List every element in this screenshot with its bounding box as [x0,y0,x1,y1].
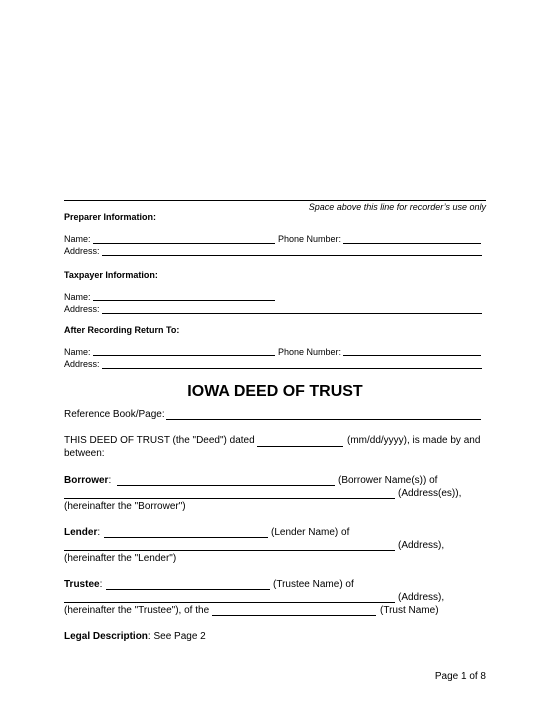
trustee-name-suffix: (Trustee Name) of [273,579,354,590]
borrower-address-suffix: (Address(es)), [398,488,462,499]
deed-date-field[interactable] [257,446,343,447]
document-title: IOWA DEED OF TRUST [187,383,363,400]
legal-label: Legal Description [64,631,148,642]
preparer-phone-label: Phone Number: [278,234,342,244]
preparer-address-field[interactable] [102,255,482,256]
taxpayer-address-field[interactable] [102,313,482,314]
preparer-address-label: Address: [64,246,100,256]
lender-label-row [64,527,100,538]
borrower-colon: : [108,475,112,486]
lender-address-field[interactable] [64,550,395,551]
trustee-colon: : [99,579,103,590]
return-phone-field[interactable] [343,355,481,356]
trustee-name-field[interactable] [106,589,270,590]
borrower-name-field[interactable] [117,485,335,486]
taxpayer-name-field[interactable] [93,300,275,301]
trustee-label-row [64,579,102,590]
trust-name-suffix: (Trust Name) [380,605,439,616]
preparer-phone-field[interactable] [343,243,481,244]
return-heading: After Recording Return To: [64,325,180,335]
return-phone-label: Phone Number: [278,347,342,357]
preparer-heading: Preparer Information: [64,212,157,222]
intro-between: between: [64,448,105,459]
intro-pre: THIS DEED OF TRUST (the "Deed") dated [64,435,255,446]
trustee-label: Trustee [64,579,100,590]
trust-name-field[interactable] [212,615,376,616]
return-address-field[interactable] [102,368,482,369]
return-name-label: Name: [64,347,91,357]
taxpayer-name-label: Name: [64,292,91,302]
taxpayer-address-label: Address: [64,304,100,314]
lender-name-suffix: (Lender Name) of [271,527,350,538]
lender-label: Lender [64,527,98,538]
lender-address-suffix: (Address), [398,540,445,551]
recorder-note: Space above this line for recorder’s use only [308,202,486,212]
legal-value: : See Page 2 [147,631,206,642]
trustee-address-field[interactable] [64,602,395,603]
preparer-name-field[interactable] [93,243,275,244]
preparer-name-label: Name: [64,234,91,244]
reference-field[interactable] [166,419,481,420]
borrower-label-row [64,475,111,486]
borrower-address-field[interactable] [64,498,395,499]
lender-name-field[interactable] [104,537,268,538]
recorder-divider [64,200,486,201]
trustee-address-suffix: (Address), [398,592,445,603]
taxpayer-heading: Taxpayer Information: [64,270,158,280]
page-number: Page 1 of 8 [434,671,486,682]
return-address-label: Address: [64,359,100,369]
reference-label: Reference Book/Page: [64,409,165,420]
return-name-field[interactable] [93,355,275,356]
borrower-name-suffix: (Borrower Name(s)) of [338,475,438,486]
lender-colon: : [97,527,101,538]
trustee-hereinafter: (hereinafter the "Trustee"), of the [64,605,210,616]
lender-hereinafter: (hereinafter the "Lender") [64,553,177,564]
intro-post: (mm/dd/yyyy), is made by and [347,435,481,446]
borrower-hereinafter: (hereinafter the "Borrower") [64,501,186,512]
legal-description-row [64,631,206,642]
borrower-label: Borrower [64,475,109,486]
